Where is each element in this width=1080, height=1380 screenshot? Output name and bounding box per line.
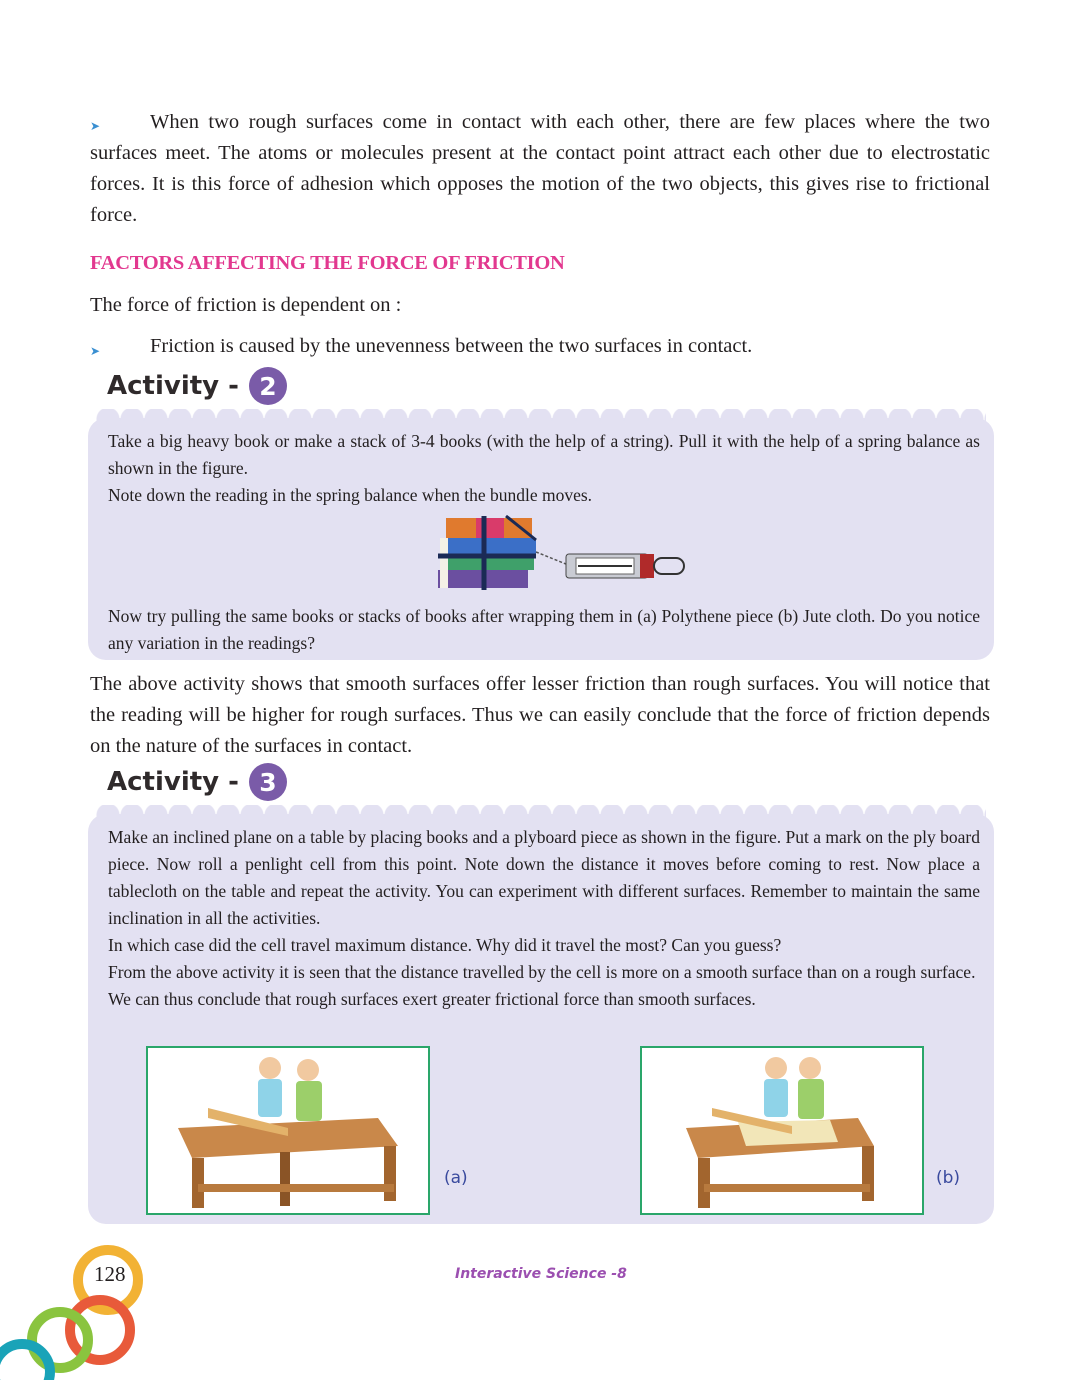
children-table-cloth-illustration (642, 1048, 922, 1213)
spring-balance-icon (566, 554, 684, 578)
activity-2-title (107, 367, 287, 405)
activity-label: Activity - (107, 371, 239, 401)
activity-2-after: Now try pulling the same books or stacks of books after wrapping them in (a) Polythene piece (b) Jute cloth. Do you notice any variation in the readings? (108, 606, 980, 653)
factors-lead: The force of friction is dependent on : (90, 294, 402, 316)
activity-label: Activity - (107, 767, 239, 797)
children-table-illustration (148, 1048, 428, 1213)
activity-number-badge: 2 (249, 367, 287, 405)
activity-3-text (108, 824, 980, 1013)
bullet-icon: ➤ (90, 344, 101, 358)
page-number: 128 (94, 1262, 126, 1286)
conclusion-paragraph: The above activity shows that smooth surfaces offer lesser friction than rough surfaces. You will notice that the reading will be higher for rough surfaces. Thus we can easily conclude that the force of friction depends on the nature of the surfaces in contact. (90, 673, 990, 757)
intro-paragraph: When two rough surfaces come in contact with each other, there are few places where the two surfaces meet. The atoms or molecules present at the contact point attract each other due to electrostatic forces. It is this force of adhesion which opposes the motion of the two objects, this gives rise to frictional force. (90, 111, 990, 226)
activity-2-text (108, 428, 980, 509)
activity-3-line: Make an inclined plane on a table by placing books and a plyboard piece as shown in the figure. Put a mark on the ply board piece. Now roll a penlight cell from this point. Note down the distance it moves before coming to rest. Now place a tablecloth on the table and repeat the activity. You can experiment with different surfaces. Remember to maintain the same inclination in all the activities. (108, 827, 980, 928)
section-heading: FACTORS AFFECTING THE FORCE OF FRICTION (90, 252, 565, 274)
figure-b-caption: (b) (936, 1168, 961, 1188)
book-stack-icon (438, 516, 536, 590)
figure-b (640, 1046, 924, 1215)
activity-3-line: We can thus conclude that rough surfaces exert greater frictional force than smooth surfaces. (108, 989, 756, 1009)
figure-a-caption: (a) (444, 1168, 468, 1188)
bullet-icon: ➤ (90, 119, 101, 133)
figure-a (146, 1046, 430, 1215)
activity-3-line: From the above activity it is seen that the distance travelled by the cell is more on a smooth surface than on a rough surface. (108, 962, 976, 982)
decorative-rings (0, 1240, 150, 1380)
books-spring-balance-figure (436, 512, 692, 592)
factors-bullet: Friction is caused by the unevenness between the two surfaces in contact. (150, 335, 753, 357)
activity-3-title (107, 763, 287, 801)
activity-2-line: Note down the reading in the spring balance when the bundle moves. (108, 485, 593, 505)
activity-number-badge: 3 (249, 763, 287, 801)
activity-2-line: Take a big heavy book or make a stack of 3-4 books (with the help of a string). Pull it with the help of a spring balance as shown in the figure. (108, 431, 980, 478)
activity-3-line: In which case did the cell travel maximum distance. Why did it travel the most? Can you guess? (108, 935, 782, 955)
footer-brand: Interactive Science -8 (455, 1266, 627, 1282)
